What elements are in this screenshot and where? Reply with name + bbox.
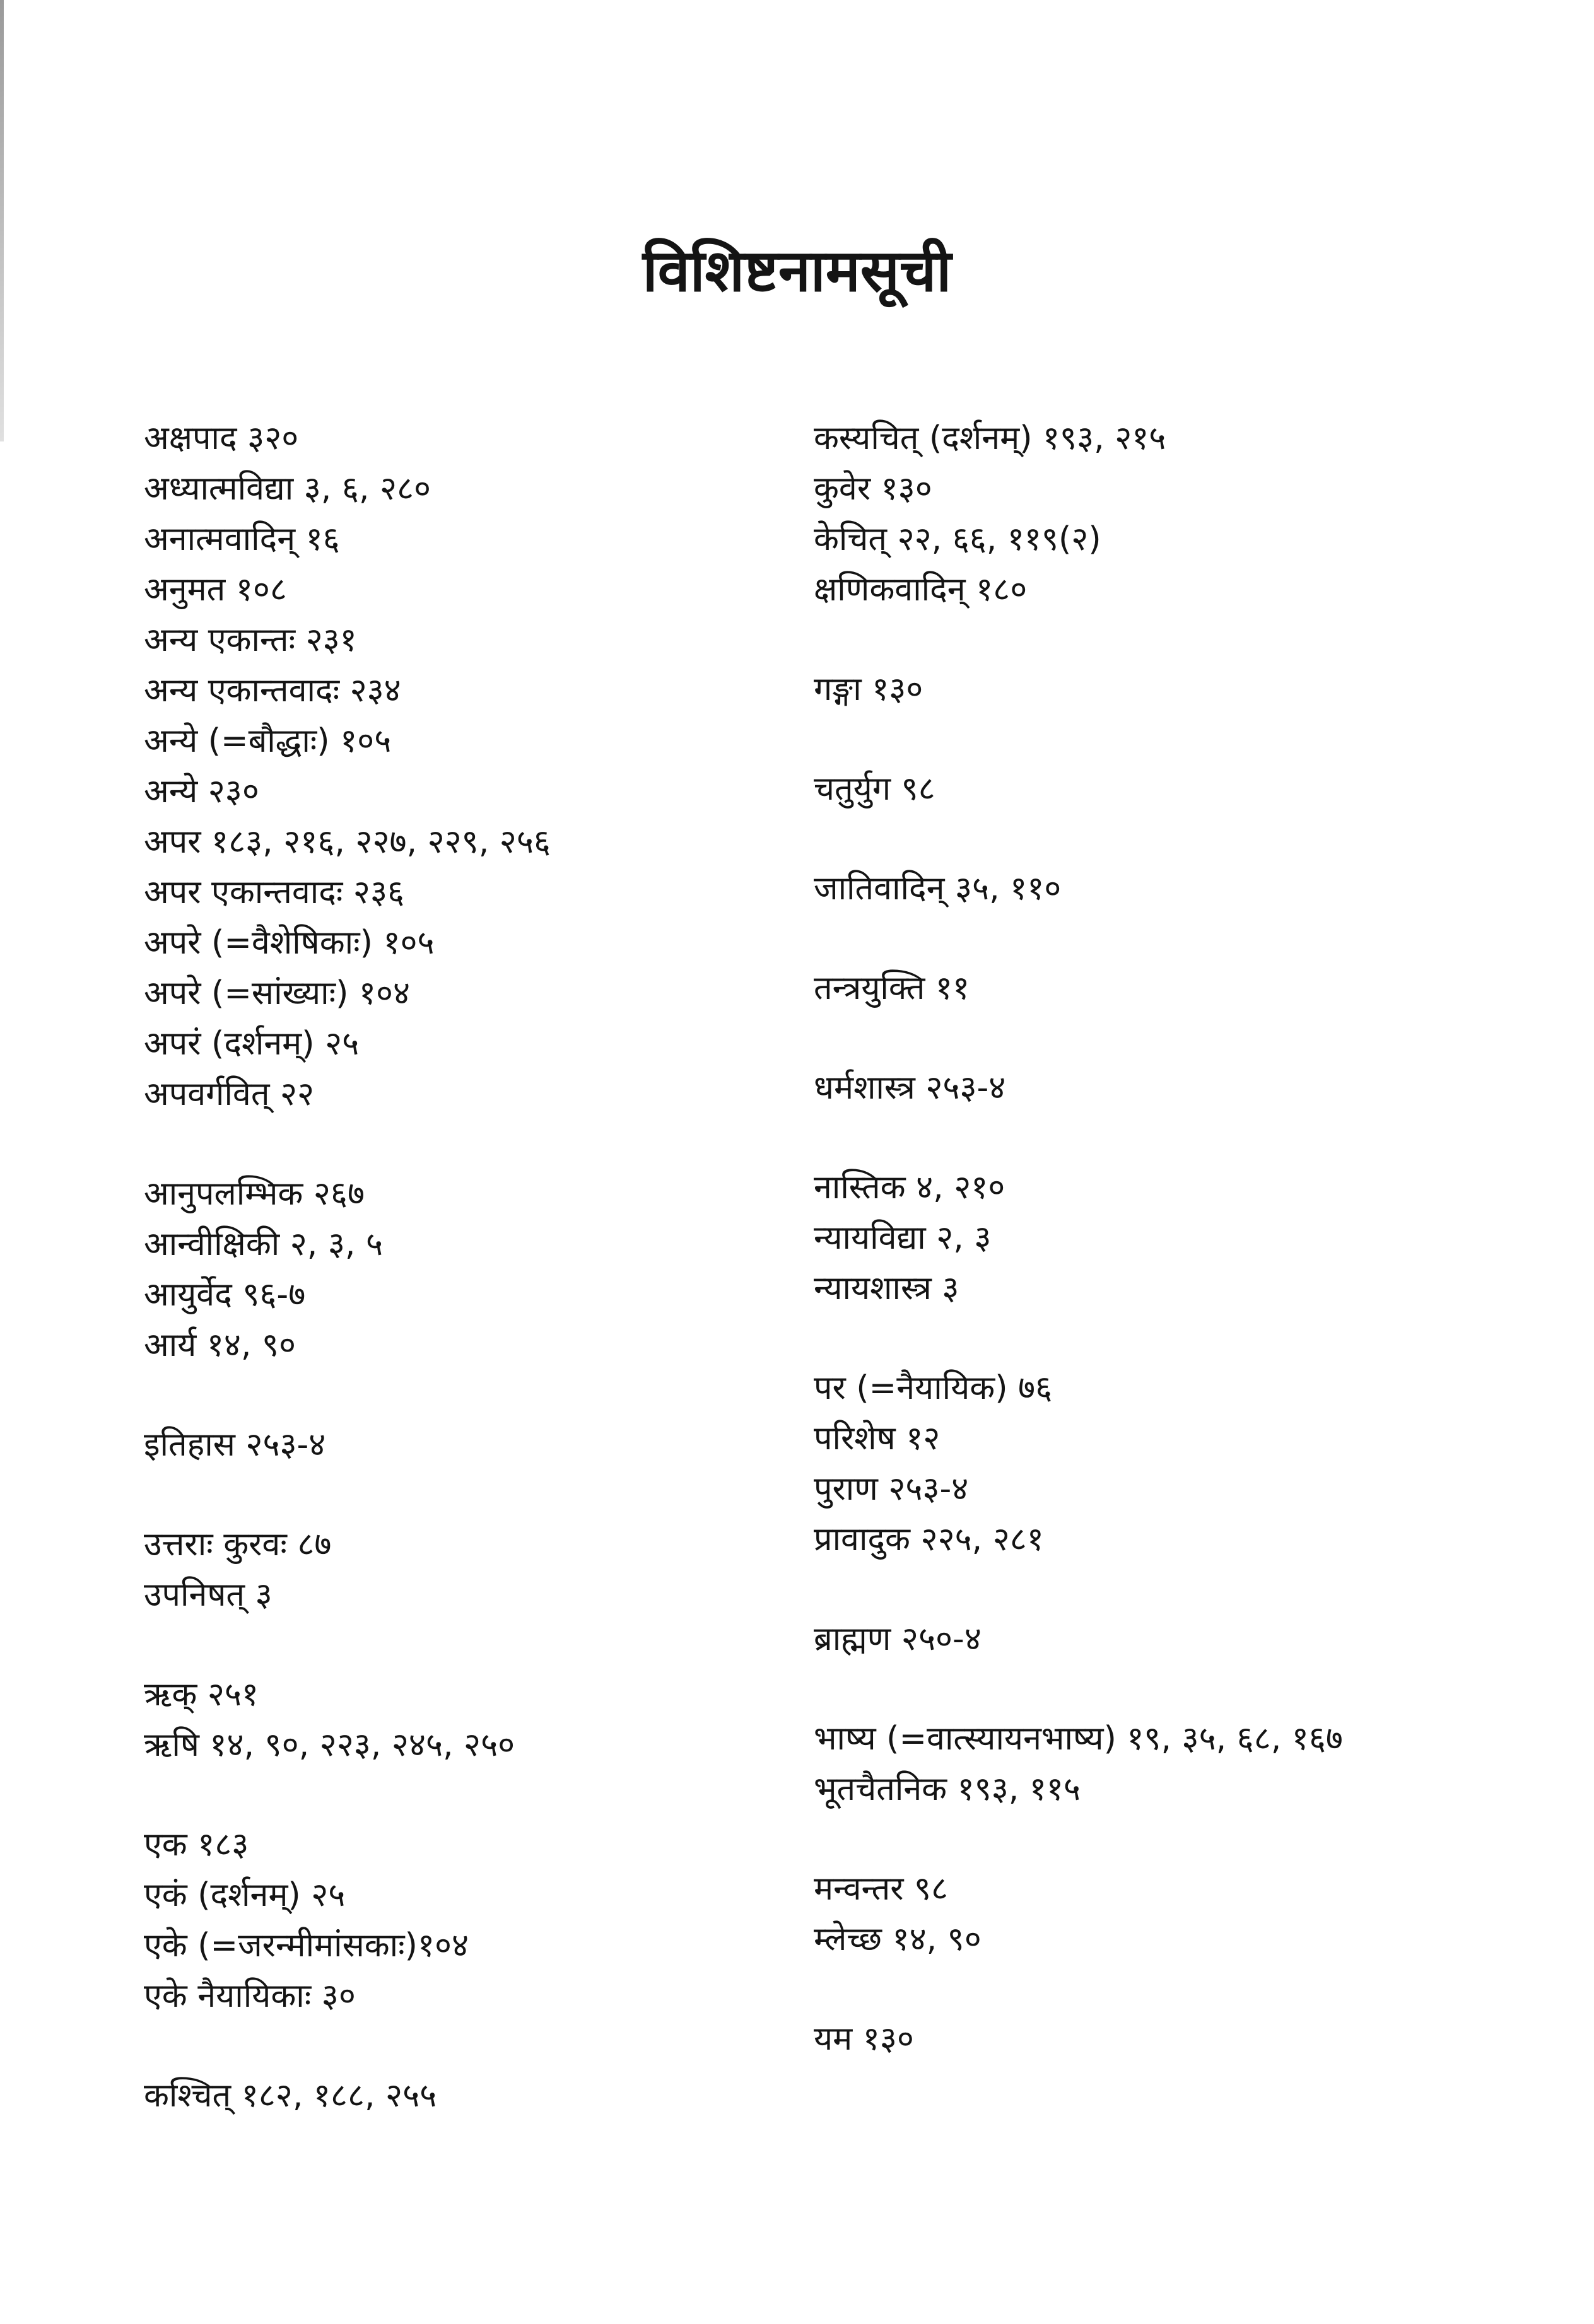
index-entry: यम १३० <box>814 2020 914 2058</box>
index-group <box>814 664 1571 715</box>
index-entry: अन्ये २३० <box>144 773 259 810</box>
index-entry: अन्ये (=बौद्धाः) १०५ <box>144 722 392 760</box>
index-group <box>144 1420 775 1470</box>
index-group <box>814 413 1571 615</box>
index-entry: एक १८३ <box>144 1826 249 1864</box>
index-entry: म्लेच्छ १४, ९० <box>814 1920 982 1958</box>
index-entry: अपरे (=सांख्याः) १०४ <box>144 974 411 1012</box>
index-entry: अपर एकान्तवादः २३६ <box>144 873 405 911</box>
index-group <box>814 1063 1571 1113</box>
index-entry: आयुर्वेद ९६-७ <box>144 1276 306 1314</box>
index-entry: अनुमत १०८ <box>144 571 287 609</box>
index-entry: ऋषि १४, ९०, २२३, २४५, २५० <box>144 1726 515 1764</box>
index-entry: पर (=नैयायिक) ७६ <box>814 1369 1053 1407</box>
index-entry: मन्वन्तर ९८ <box>814 1870 949 1908</box>
index-entry: भाष्य (=वात्स्यायनभाष्य) १९, ३५, ६८, १६७ <box>814 1720 1343 1758</box>
index-entry: अन्य एकान्तः २३१ <box>144 621 357 659</box>
index-entry: न्यायविद्या २, ३ <box>814 1219 992 1257</box>
index-entry: ब्राह्मण २५०-४ <box>814 1620 982 1658</box>
index-entry: एके नैयायिकाः ३० <box>144 1977 356 2015</box>
index-column-right <box>814 413 1571 2113</box>
index-column-left <box>144 413 775 2170</box>
index-entry: अध्यात्मविद्या ३, ६, २८० <box>144 470 431 508</box>
index-entry: जातिवादिन् ३५, ११० <box>814 870 1062 908</box>
index-entry: केचित् २२, ६६, ११९(२) <box>814 520 1101 558</box>
index-entry: धर्मशास्त्र २५३-४ <box>814 1069 1006 1107</box>
index-entry: गङ्गा १३० <box>814 670 923 708</box>
index-entry: इतिहास २५३-४ <box>144 1426 326 1464</box>
index-group <box>814 863 1571 914</box>
index-group <box>144 1169 775 1370</box>
index-entry: कस्यचित् (दर्शनम्) १९३, २१५ <box>814 419 1166 457</box>
index-entry: अन्य एकान्तवादः २३४ <box>144 672 401 709</box>
index-entry: ऋक् २५१ <box>144 1676 259 1714</box>
index-entry: अपरे (=वैशेषिकाः) १०५ <box>144 924 435 962</box>
index-group <box>144 1669 775 1770</box>
index-group <box>144 413 775 1119</box>
index-group <box>814 1162 1571 1314</box>
index-entry: एके (=जरन्मीमांसकाः)१०४ <box>144 1927 469 1965</box>
index-entry: अपर १८३, २१६, २२७, २२९, २५६ <box>144 823 551 861</box>
index-group <box>814 1714 1571 1814</box>
index-entry: कश्चित् १८२, १८८, २५५ <box>144 2077 437 2115</box>
index-entry: नास्तिक ४, २१० <box>814 1169 1005 1206</box>
index-group <box>814 1864 1571 1965</box>
index-entry: न्यायशास्त्र ३ <box>814 1270 959 1307</box>
index-group <box>814 963 1571 1013</box>
index-entry: अक्षपाद ३२० <box>144 419 299 457</box>
index-group <box>814 2014 1571 2064</box>
index-entry: प्रावादुक २२५, २८१ <box>814 1521 1044 1558</box>
index-entry: अनात्मवादिन् १६ <box>144 520 340 558</box>
index-group <box>144 1519 775 1620</box>
index-entry: परिशेष १२ <box>814 1420 941 1457</box>
index-group <box>144 1819 775 2021</box>
index-entry: आर्य १४, ९० <box>144 1326 296 1364</box>
index-entry: उपनिषत् ३ <box>144 1576 273 1614</box>
page-title: विशिष्टनामसूची <box>642 237 952 305</box>
index-entry: उत्तराः कुरवः ८७ <box>144 1526 332 1563</box>
index-entry: अपरं (दर्शनम्) २५ <box>144 1025 360 1063</box>
index-entry: क्षणिकवादिन् १८० <box>814 571 1028 609</box>
index-group <box>144 2070 775 2121</box>
index-entry: आनुपलम्भिक २६७ <box>144 1175 365 1213</box>
scan-edge <box>0 0 4 441</box>
index-entry: चतुर्युग ९८ <box>814 770 935 808</box>
index-entry: एकं (दर्शनम्) २५ <box>144 1876 346 1914</box>
index-entry: कुवेर १३० <box>814 470 932 508</box>
index-group <box>814 1363 1571 1565</box>
index-entry: भूतचैतनिक १९३, ११५ <box>814 1770 1081 1808</box>
index-entry: तन्त्रयुक्ति ११ <box>814 969 970 1007</box>
index-entry: अपवर्गवित् २२ <box>144 1075 315 1113</box>
index-group <box>814 764 1571 814</box>
index-entry: आन्वीक्षिकी २, ३, ५ <box>144 1225 383 1263</box>
index-group <box>814 1614 1571 1664</box>
index-entry: पुराण २५३-४ <box>814 1470 969 1508</box>
